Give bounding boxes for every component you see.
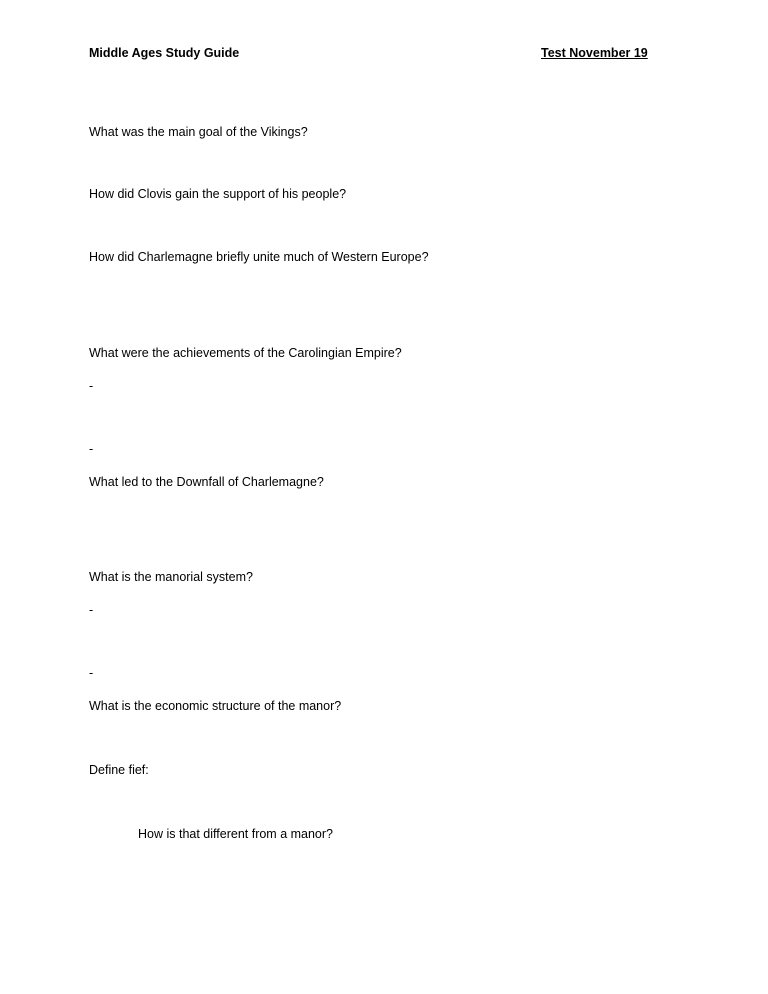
question-define-fief: Define fief: [89, 763, 149, 777]
answer-dash-2: - [89, 442, 94, 456]
question-clovis-support: How did Clovis gain the support of his people? [89, 187, 347, 201]
document-title: Middle Ages Study Guide [89, 46, 240, 60]
question-carolingian-achievements: What were the achievements of the Carolingian Empire? [89, 346, 402, 360]
question-vikings-goal: What was the main goal of the Vikings? [89, 125, 308, 139]
test-date: Test November 19 [541, 46, 648, 60]
question-manorial-system: What is the manorial system? [89, 570, 253, 584]
question-charlemagne-unite: How did Charlemagne briefly unite much of Western Europe? [89, 250, 429, 264]
answer-dash-1: - [89, 379, 94, 393]
answer-dash-4: - [89, 666, 94, 680]
question-charlemagne-downfall: What led to the Downfall of Charlemagne? [89, 475, 324, 489]
question-manor-economic-structure: What is the economic structure of the manor? [89, 699, 342, 713]
question-fief-vs-manor: How is that different from a manor? [138, 827, 333, 841]
answer-dash-3: - [89, 603, 94, 617]
